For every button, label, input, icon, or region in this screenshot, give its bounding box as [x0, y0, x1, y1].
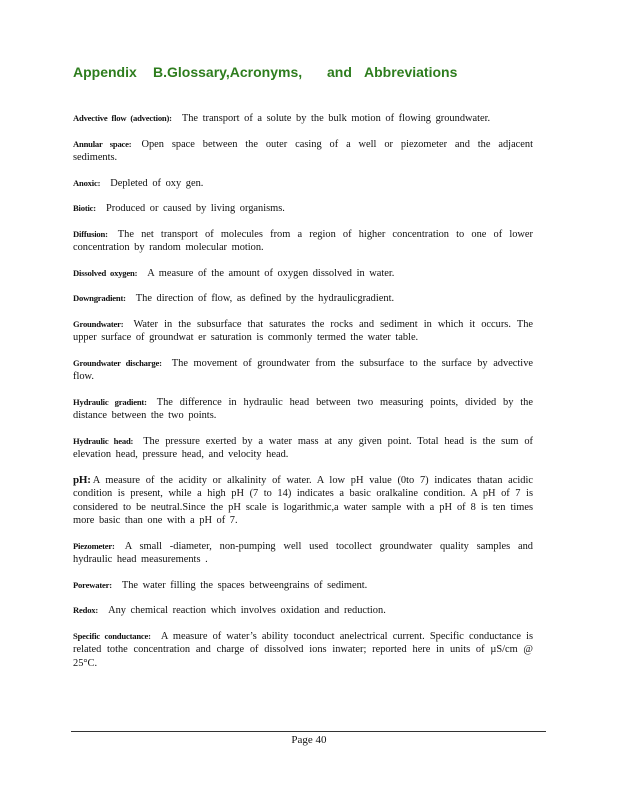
glossary-entry — [73, 604, 533, 618]
glossary-term: Hydraulic head: — [73, 435, 134, 446]
appendix-heading — [73, 64, 553, 86]
heading-appendix: Appendix — [73, 64, 137, 80]
glossary-term: Redox: — [73, 605, 99, 615]
glossary-entry — [73, 396, 533, 423]
glossary-term: Piezometer: — [73, 540, 115, 551]
glossary-term: Porewater: — [73, 579, 112, 590]
glossary-definition: Depleted of oxy gen. — [110, 177, 204, 189]
page-number: Page 40 — [291, 734, 327, 746]
glossary-entry — [73, 228, 533, 255]
glossary-entry — [73, 474, 533, 528]
glossary-definition: Open space between the outer casing of a well or piezometer and the adjacent sediments. — [73, 138, 533, 163]
glossary-list — [73, 112, 533, 670]
glossary-entry — [73, 540, 533, 567]
glossary-entry — [73, 357, 533, 384]
glossary-entry — [73, 292, 533, 306]
heading-section: B.Glossary,Acronyms, — [153, 64, 303, 80]
glossary-term: Annular space: — [73, 138, 132, 149]
glossary-definition: The transport of a solute by the bulk motion of flowing groundwater. — [181, 113, 491, 124]
glossary-definition: The difference in hydraulic head between two measuring points, divided by the distance between the two points. — [73, 396, 533, 421]
glossary-term: Downgradient: — [73, 293, 126, 303]
glossary-definition: The water filling the spaces betweengrains of sediment. — [121, 579, 368, 591]
glossary-term: Diffusion: — [73, 228, 108, 239]
glossary-definition: Water in the subsurface that saturates the rocks and sediment in which it occurs. The upper surface of groundwat er saturation is commonly termed the water table. — [73, 318, 533, 343]
glossary-definition: The pressure exerted by a water mass at any given point. Total head is the sum of elevation head, pressure head, and velocity head. — [73, 435, 534, 460]
glossary-entry — [73, 318, 533, 345]
heading-and: and — [327, 64, 352, 80]
glossary-definition: The movement of groundwater from the subsurface to the surface by advective flow. — [73, 357, 533, 382]
glossary-definition: A measure of the amount of oxygen dissolved in water. — [147, 267, 395, 279]
glossary-definition: The net transport of molecules from a region of higher concentration to one of lower concentration by random molecular motion. — [73, 228, 533, 253]
glossary-term: pH: — [73, 473, 91, 486]
glossary-term: Specific conductance: — [73, 630, 151, 641]
glossary-entry — [73, 112, 533, 126]
footer-divider — [71, 731, 546, 732]
glossary-definition: A measure of the acidity or alkalinity of water. A low pH value (0to 7) indicates thatan acidic condition is present, while a high pH (7 to 14) indicates a basic oralkaline condition. A pH of 7 is considered to be neutral.Since the pH scale is logarithmic,a water sample with a pH of 8 is ten times more basic than one with a pH of 7. — [73, 474, 533, 526]
glossary-entry — [73, 202, 533, 216]
glossary-entry — [73, 138, 533, 165]
glossary-definition: Any chemical reaction which involves oxidation and reduction. — [108, 605, 386, 616]
glossary-term: Biotic: — [73, 203, 96, 213]
glossary-term: Anoxic: — [73, 177, 101, 188]
glossary-definition: Produced or caused by living organisms. — [105, 203, 285, 214]
glossary-term: Dissolved oxygen: — [73, 267, 138, 278]
glossary-definition: A measure of water’s ability toconduct anelectrical current. Specific conductance is related tothe concentration and charge of dissolved ions inwater; reported here in units of µS/cm @ 25°C. — [73, 630, 533, 669]
glossary-term: Groundwater: — [73, 318, 124, 329]
glossary-term: Hydraulic gradient: — [73, 396, 147, 407]
glossary-term: Advective flow (advection): — [73, 113, 172, 123]
glossary-entry — [73, 579, 533, 593]
glossary-definition: A small -diameter, non-pumping well used tocollect groundwater quality samples and hydraulic head measurements . — [73, 540, 533, 565]
glossary-entry — [73, 435, 533, 462]
heading-abbreviations: Abbreviations — [364, 64, 458, 80]
glossary-definition: The direction of flow, as defined by the hydraulicgradient. — [135, 293, 395, 304]
glossary-entry — [73, 177, 533, 191]
glossary-entry — [73, 267, 533, 281]
glossary-term: Groundwater discharge: — [73, 357, 162, 368]
glossary-entry — [73, 630, 533, 671]
